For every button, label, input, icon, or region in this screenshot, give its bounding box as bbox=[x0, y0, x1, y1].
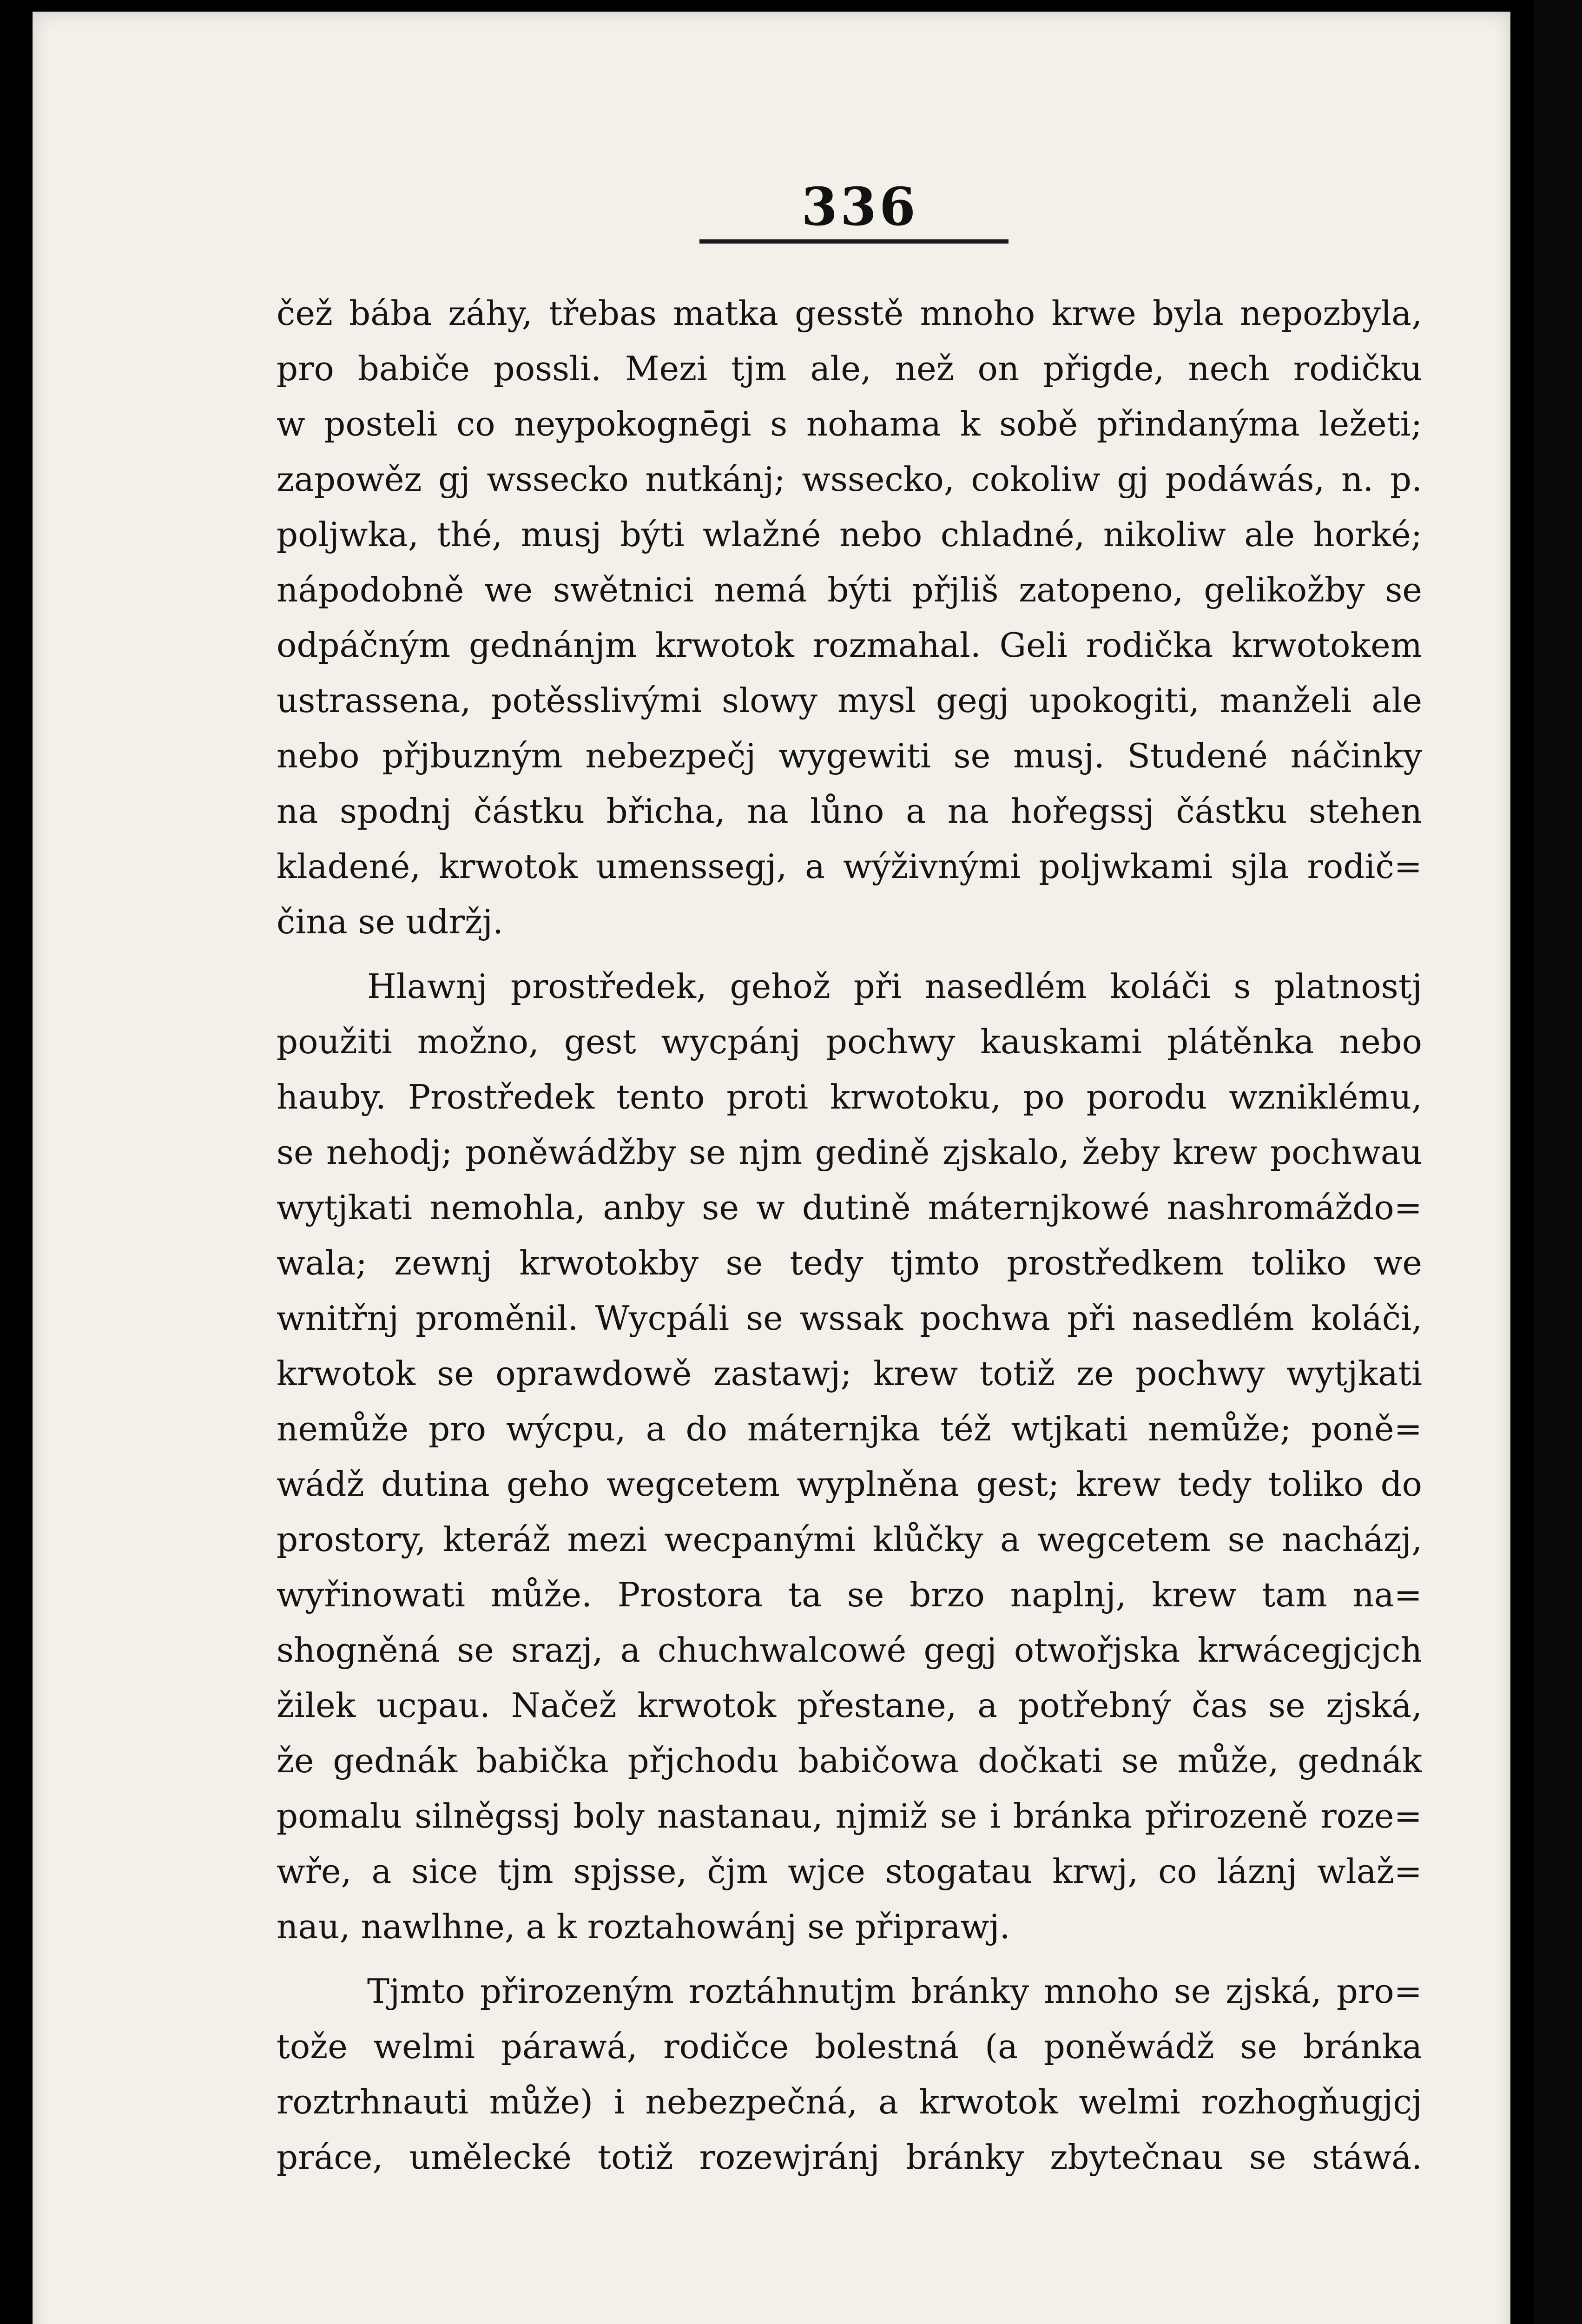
text-line: zapowěz gj wssecko nutkánj; wssecko, cokoliw gj podáwás, n. p. bbox=[277, 460, 1422, 499]
text-line: wytjkati nemohla, anby se w dutině máternjkowé nashromáždo= bbox=[277, 1188, 1422, 1227]
text-line: nemůže pro wýcpu, a do máternjka též wtjkati nemůže; poně= bbox=[277, 1409, 1422, 1448]
text-line: wnitřnj proměnil. Wycpáli se wssak pochwa při nasedlém koláči, bbox=[277, 1299, 1422, 1338]
header-rule bbox=[699, 239, 1009, 244]
text-line: wyřinowati může. Prostora ta se brzo naplnj, krew tam na= bbox=[277, 1575, 1422, 1614]
text-line: wře, a sice tjm spjsse, čjm wjce stogatau krwj, co láznj wlaž= bbox=[277, 1852, 1422, 1891]
text-line: na spodnj částku břicha, na lůno a na hořegssj částku stehen bbox=[277, 792, 1422, 831]
text-line: wala; zewnj krwotokby se tedy tjmto prostředkem toliko we bbox=[277, 1243, 1422, 1282]
text-line: žilek ucpau. Načež krwotok přestane, a potřebný čas se zjská, bbox=[277, 1686, 1422, 1725]
text-line: kladené, krwotok umenssegj, a wýživnými poljwkami sjla rodič= bbox=[277, 847, 1422, 886]
paragraph-2 bbox=[277, 959, 1422, 1954]
text-line: nebo přjbuzným nebezpečj wygewiti se musj. Studené náčinky bbox=[277, 736, 1422, 775]
text-line: práce, umělecké totiž rozewjránj bránky zbytečnau se stáwá. bbox=[277, 2138, 1422, 2177]
text-line: w posteli co neypokognēgi s nohama k sobě přindanýma ležeti; bbox=[277, 404, 1422, 443]
text-line: Tjmto přirozeným roztáhnutjm bránky mnoho se zjská, pro= bbox=[367, 1972, 1422, 2011]
text-line: krwotok se oprawdowě zastawj; krew totiž ze pochwy wytjkati bbox=[277, 1354, 1422, 1393]
body-text bbox=[277, 286, 1422, 2185]
page-edge-shadow bbox=[1534, 0, 1582, 2324]
text-line: použiti možno, gest wycpánj pochwy kauskami plátěnka nebo bbox=[277, 1022, 1422, 1061]
text-line: že gednák babička přjchodu babičowa dočkati se může, gednák bbox=[277, 1741, 1422, 1780]
text-line: wádž dutina geho wegcetem wyplněna gest; krew tedy toliko do bbox=[277, 1465, 1422, 1504]
text-line: čina se udržj. bbox=[277, 902, 504, 941]
text-line: shogněná se srazj, a chuchwalcowé gegj otwořjska krwácegjcjch bbox=[277, 1631, 1422, 1670]
text-line: nápodobně we swětnici nemá býti přjliš zatopeno, gelikožby se bbox=[277, 570, 1422, 609]
text-line: tože welmi párawá, rodičce bolestná (a poněwádž se bránka bbox=[277, 2027, 1422, 2066]
text-line: se nehodj; poněwádžby se njm gedině zjskalo, žeby krew pochwau bbox=[277, 1133, 1422, 1172]
text-line: prostory, kteráž mezi wecpanými klůčky a wegcetem se nacházj, bbox=[277, 1520, 1422, 1559]
text-line: hauby. Prostředek tento proti krwotoku, po porodu wzniklému, bbox=[277, 1077, 1422, 1116]
text-line: roztrhnauti může) i nebezpečná, a krwotok welmi rozhogňugjcj bbox=[277, 2082, 1422, 2121]
text-line: pomalu silněgssj boly nastanau, njmiž se i bránka přirozeně roze= bbox=[277, 1796, 1422, 1835]
text-line: poljwka, thé, musj býti wlažné nebo chladné, nikoliw ale horké; bbox=[277, 515, 1422, 554]
paragraph-1 bbox=[277, 286, 1422, 950]
paragraph-3 bbox=[277, 1964, 1422, 2185]
text-line: nau, nawlhne, a k roztahowánj se připrawj. bbox=[277, 1907, 1010, 1946]
page-number: 336 bbox=[801, 177, 918, 238]
text-line: Hlawnj prostředek, gehož při nasedlém koláči s platnostj bbox=[367, 967, 1422, 1006]
text-line: pro babiče possli. Mezi tjm ale, než on přigde, nech rodičku bbox=[277, 349, 1422, 388]
text-line: čež bába záhy, třebas matka gesstě mnoho krwe byla nepozbyla, bbox=[277, 294, 1422, 333]
text-line: ustrassena, potěsslivými slowy mysl gegj upokogiti, manželi ale bbox=[277, 681, 1422, 720]
text-line: odpáčným gednánjm krwotok rozmahal. Geli rodička krwotokem bbox=[277, 626, 1422, 665]
